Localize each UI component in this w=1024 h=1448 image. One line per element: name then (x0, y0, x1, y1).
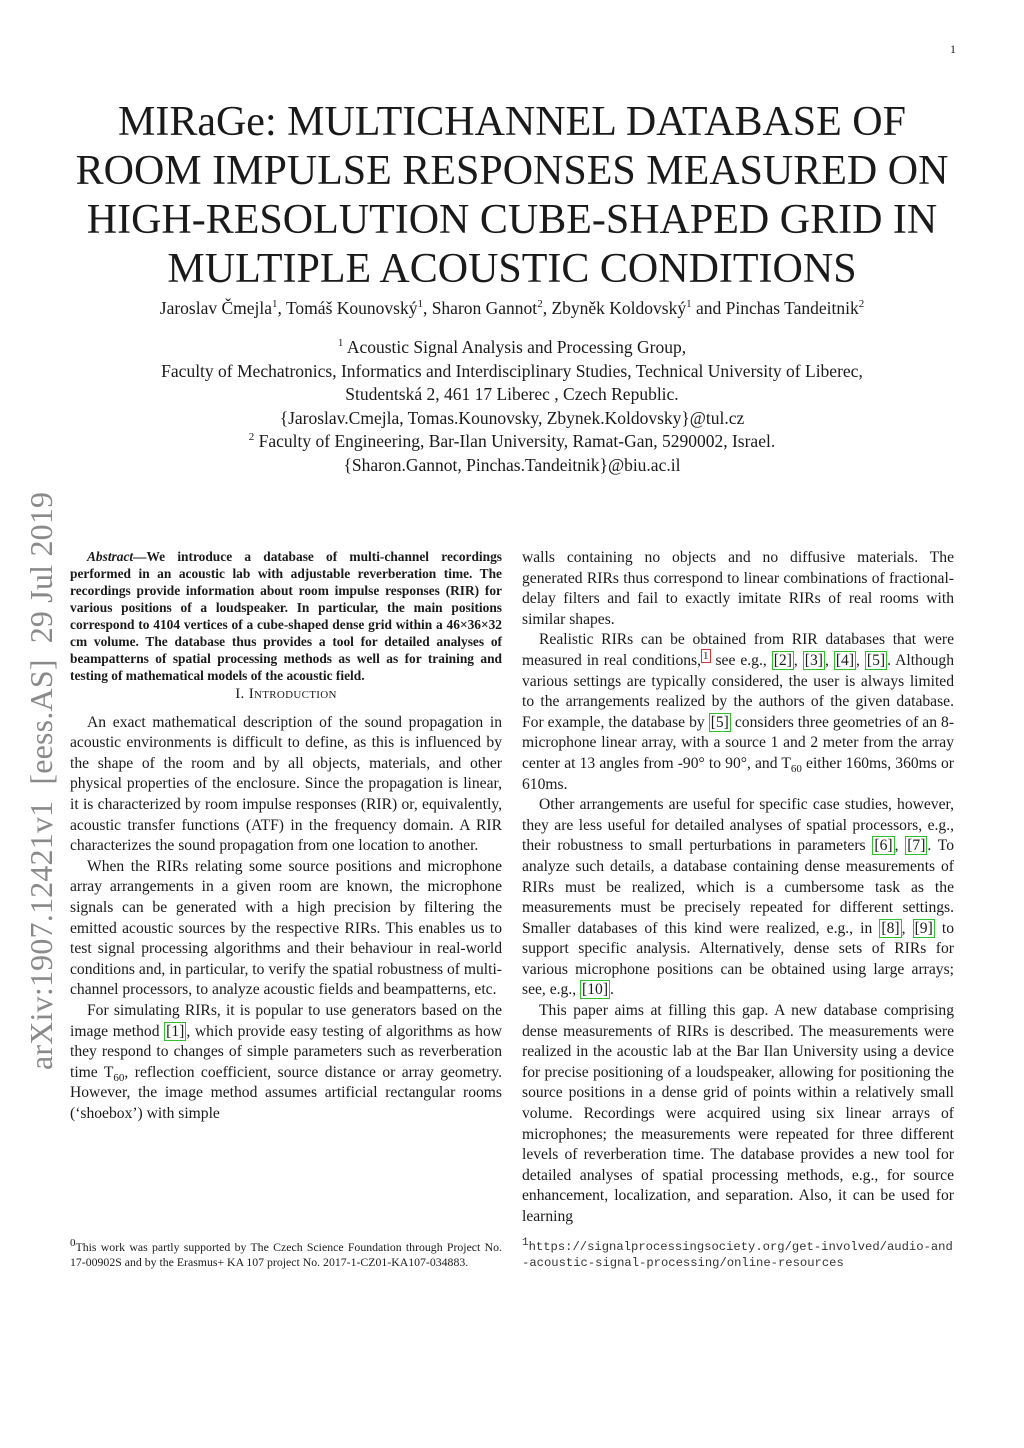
author-affil-mark: 1 (686, 298, 692, 311)
author-name: Sharon Gannot (431, 298, 538, 318)
affil-mark: 1 (337, 337, 344, 350)
affil-mark: 2 (248, 431, 255, 444)
affil-line: Acoustic Signal Analysis and Processing Group, (346, 337, 687, 357)
author-list: Jaroslav Čmejla$^1$, Tomáš Kounovský$^1$, Sharon Gannot$^2$, Zbyněk Koldovský$^1$ and Pinchas Tandeitnik$^2$ (159, 298, 865, 318)
footnote-link-url[interactable]: https://signalprocessingsociety.org/get-involved/audio-and-acoustic-signal-processing/online-resources (522, 1240, 953, 1270)
author-affil-mark: 2 (537, 298, 543, 311)
footnote-mark: 1 (522, 1236, 529, 1249)
citation-link[interactable]: [2] (773, 651, 792, 669)
footnote-funding (70, 1237, 502, 1270)
paragraph: This paper aims at filling this gap. A new database comprising dense measurements of RIRs is described. The measurements were realized in the acoustic lab at the Bar Ilan University using a device for precise positioning of a loudspeaker, allowing for positioning the source positions in a dense grid of points within a relatively small volume. Recordings were acquired using six linear arrays of microphones; the measurements were repeated for three different levels of reverberation time. The database provides a new tool for detailed analyses of spatial processing methods, e.g., for source enhancement, localization, and separation. Also, it can be used for learning (522, 1002, 954, 1225)
paragraph: Realistic RIRs can be obtained from RIR databases that were measured in real conditions, $^1$ see e.g., [2] , [3] , [4] , [5] . Although various settings are typically considered, the user is always limited to the arrangements realized by the authors of the given database. For example, the database by [5] considers three geometries of an 8-microphone linear array, with a source 1 and 2 meter from the array center at 13 angles from -90° to 90°, and $T_{60}$ either 160ms, 360ms or 610ms. (522, 631, 955, 793)
citation-link[interactable]: [6] (874, 837, 893, 855)
affil-line: Faculty of Mechatronics, Informatics and Interdisciplinary Studies, Technical University of Liberec, (161, 360, 863, 381)
author-name: Pinchas Tandeitnik (725, 298, 859, 318)
section-number: I. (235, 686, 245, 702)
title-line: MULTIPLE ACOUSTIC CONDITIONS (167, 246, 857, 292)
affil-email: {Jaroslav.Cmejla, Tomas.Kounovsky, Zbynek.Koldovsky}@tul.cz (279, 407, 745, 428)
author-affil-mark: 1 (272, 298, 278, 311)
paragraph: For simulating RIRs, it is popular to use generators based on the image method [1] , which provide easy testing of algorithms as how they respond to changes of simple parameters such as reverberation time $T_{60}$, reflection coefficient, source distance or array geometry. However, the image method assumes artificial rectangular rooms (‘shoebox’) with simple (70, 1001, 502, 1122)
abstract-text: We introduce a database of multi-channel recordings performed in an acoustic lab with adjustable reverberation time. The recordings provide information about room impulse responses (RIR) for various positions of a loudspeaker. In particular, the main positions correspond to 4104 vertices of a cube-shaped dense grid within a 46×36×32 cm volume. The database thus provides a tool for detailed analyses of beampatterns of spatial processing methods as well as for training and testing of mathematical models of the acoustic field. (70, 549, 502, 683)
title-line: HIGH-RESOLUTION CUBE-SHAPED GRID IN (86, 197, 938, 243)
affil-email: {Sharon.Gannot, Pinchas.Tandeitnik}@biu.ac.il (343, 454, 681, 475)
footnote-url (522, 1236, 954, 1271)
section-heading (70, 684, 502, 705)
right-column (522, 548, 954, 1228)
citation-link[interactable]: [7] (907, 837, 926, 855)
citation-link[interactable]: [8] (881, 919, 900, 937)
author-name: Zbyněk Koldovský (551, 298, 687, 318)
paragraph: walls containing no objects and no diffusive materials. The generated RIRs thus correspond to linear combinations of fractional-delay filters and fail to exactly imitate RIRs of real rooms with similar shapes. (522, 549, 954, 628)
paper-title (70, 98, 954, 294)
page-number: 1 (950, 42, 956, 56)
paragraph: An exact mathematical description of the sound propagation in acoustic environments is difficult to define, as this is influenced by the shape of the room and by all objects, materials, and other physical properties of the enclosure. Since the propagation is linear, it is characterized by room impulse responses (RIR) or, equivalently, acoustic transfer functions (ATF) in the frequency domain. A RIR characterizes the sound propagation from one location to another. (70, 713, 502, 855)
author-name: Jaroslav Čmejla (159, 298, 273, 318)
author-affil-mark: 1 (417, 298, 423, 311)
arxiv-date: 29 Jul 2019 (22, 491, 59, 644)
citation-link[interactable]: [4] (835, 651, 855, 669)
author-name: Tomáš Kounovský (285, 298, 418, 318)
section-title: Introduction (248, 686, 337, 702)
affil-line: Faculty of Engineering, Bar-Ilan University, Ramat-Gan, 5290002, Israel. (258, 431, 776, 451)
left-column (70, 548, 502, 1124)
citation-link[interactable]: [10] (582, 981, 609, 999)
citation-link[interactable]: [1] (166, 1022, 185, 1040)
abstract (70, 548, 502, 684)
citation-link[interactable]: [5] (866, 651, 886, 669)
affil-line: Studentská 2, 461 17 Liberec , Czech Republic. (345, 384, 679, 404)
footnote-link[interactable]: 1 (703, 649, 709, 662)
paragraph: When the RIRs relating some source positions and microphone array arrangements in a given room are known, the microphone signals can be generated with a high precision by filtering the emitted acoustic sources by the respective RIRs. This enables us to test signal processing algorithms and their behaviour in real-world conditions and, in particular, to verify the spatial robustness of multi-channel processors, to analyze acoustic fields and beampatterns, etc. (70, 857, 502, 999)
title-line: MIRaGe: MULTICHANNEL DATABASE OF (117, 99, 906, 145)
arxiv-stamp (19, 450, 63, 1070)
affiliations (70, 336, 954, 477)
citation-link[interactable]: [5] (710, 713, 729, 731)
author-affil-mark: 2 (858, 298, 865, 311)
title-line: ROOM IMPULSE RESPONSES MEASURED ON (75, 148, 949, 194)
footnote-text: This work was partly supported by The Czech Science Foundation through Project No. 17-00902S and by the Erasmus+ KA 107 project No. 2017-1-CZ01-KA107-034883. (70, 1240, 502, 1269)
arxiv-id[interactable]: arXiv:1907.12421v1 (22, 800, 59, 1070)
author-conjunction: and (695, 298, 722, 318)
abstract-label: Abstract— (87, 549, 147, 564)
paragraph: Other arrangements are useful for specific case studies, however, they are less useful for detailed analyses of spatial processors, e.g., their robustness to small perturbations in parameters [6] , [7] . To analyze such details, a database containing dense measurements of RIRs must be realized, which is a cumbersome task as the measurements must be precisely repeated for different settings. Smaller databases of this kind were realized, e.g., in [8] , [9] to support specific analysis. Alternatively, dense sets of RIRs for various microphone positions can be obtained using large arrays; see, e.g., [10] . (522, 796, 955, 999)
citation-link[interactable]: [9] (914, 919, 933, 937)
footnote-mark: 0 (70, 1237, 76, 1250)
citation-link[interactable]: [3] (804, 651, 823, 669)
arxiv-category: [eess.AS] (22, 659, 59, 785)
